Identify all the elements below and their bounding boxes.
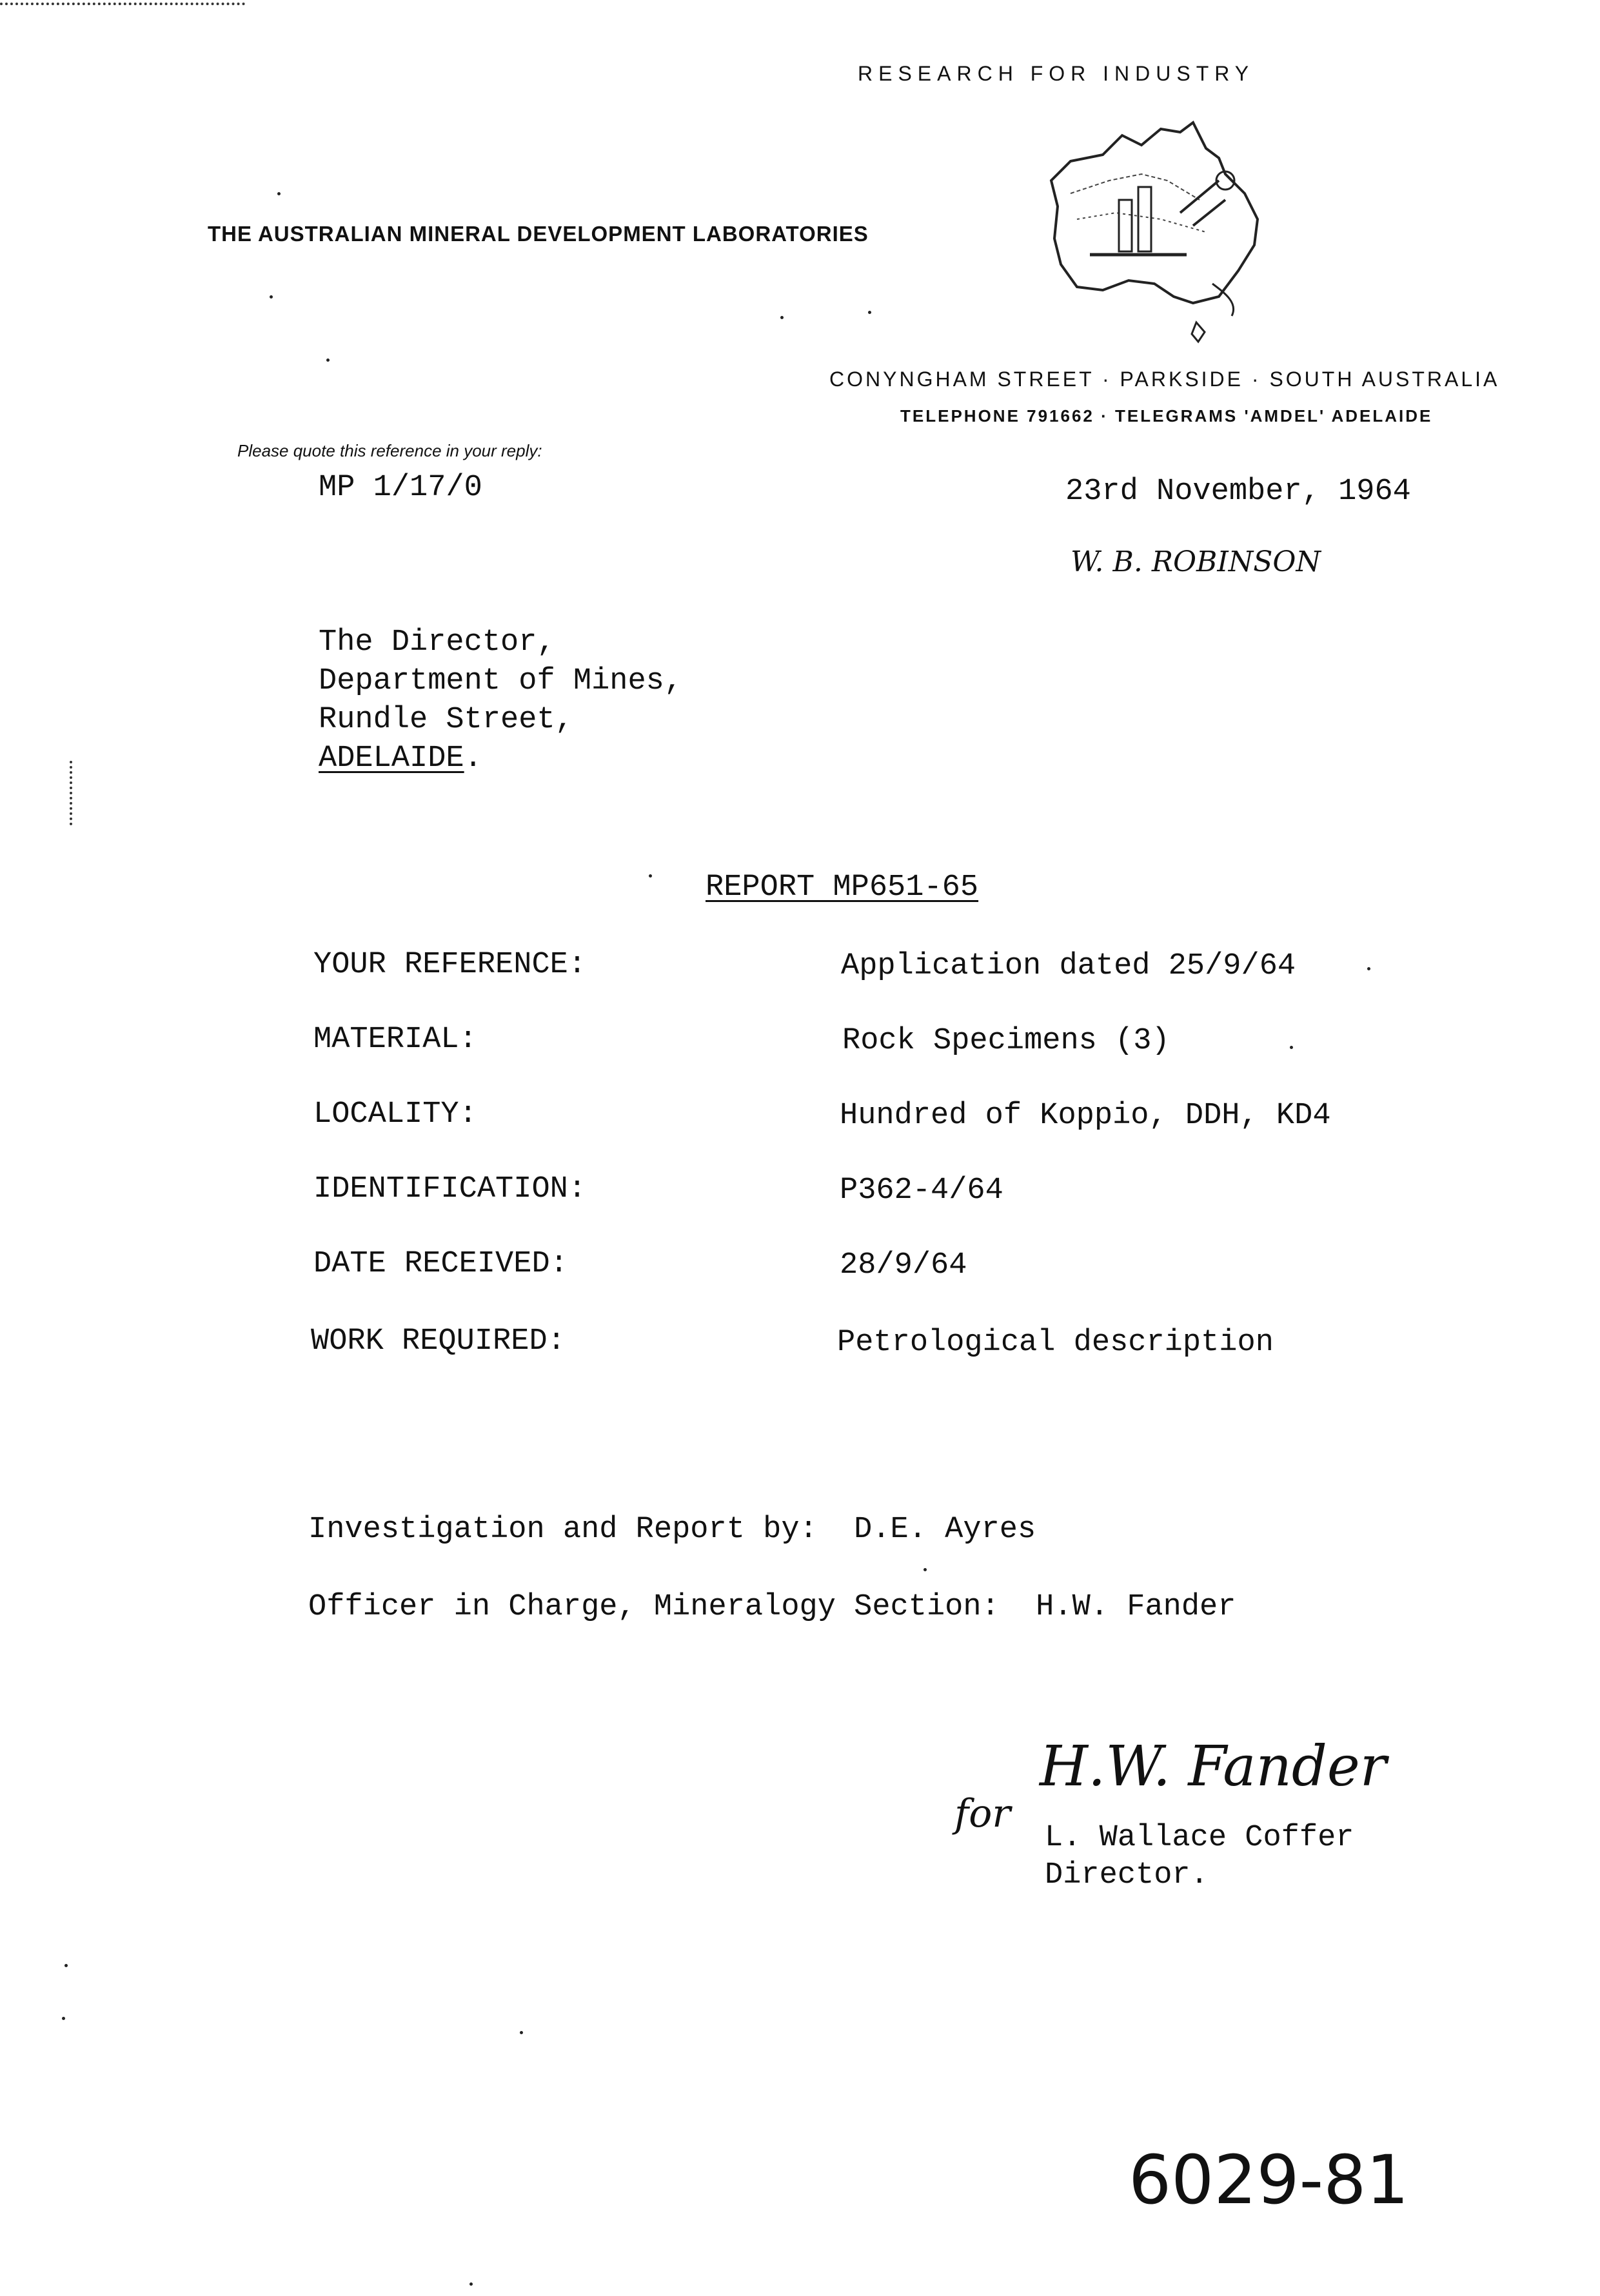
recipient-line-1: The Director, [319, 625, 555, 660]
scan-speck [1290, 1046, 1293, 1049]
field-value: Hundred of Koppio, DDH, KD4 [840, 1099, 1331, 1133]
scan-speck [1367, 967, 1370, 970]
letterhead-tagline: RESEARCH FOR INDUSTRY [858, 62, 1255, 85]
recipient-city-suffix: . [464, 741, 482, 776]
recipient-line-3: Rundle Street, [319, 703, 573, 737]
scan-speck [649, 874, 652, 878]
reference-prompt: Please quote this reference in your reply: [237, 441, 542, 460]
field-label: MATERIAL: [313, 1023, 477, 1057]
field-value: 28/9/64 [840, 1248, 967, 1282]
investigation-line: Investigation and Report by: D.E. Ayres [308, 1513, 1036, 1547]
scan-speck [270, 295, 273, 299]
field-value: Petrological description [837, 1326, 1274, 1360]
recipient-line-2: Department of Mines, [319, 664, 683, 698]
scan-speck [868, 311, 871, 314]
scan-edge-mark [70, 761, 76, 825]
report-title: REPORT MP651-65 [706, 870, 979, 905]
reference-number: MP 1/17/0 [319, 471, 482, 505]
australia-map-logo [1032, 110, 1277, 355]
field-label: DATE RECEIVED: [313, 1247, 568, 1281]
scan-speck [326, 358, 330, 362]
scan-speck [469, 2282, 473, 2286]
handwritten-signature: H.W. Fander [1040, 1734, 1387, 1799]
file-number-handwritten: 6029-81 [1129, 2141, 1409, 2219]
letterhead-address: CONYNGHAM STREET · PARKSIDE · SOUTH AUSTRALIA [829, 368, 1500, 391]
signatory-title: Director. [1045, 1858, 1209, 1892]
scan-speck [62, 2017, 65, 2020]
letter-date: 23rd November, 1964 [1065, 475, 1411, 509]
scan-edge-mark [0, 3, 245, 5]
field-label: LOCALITY: [313, 1097, 477, 1132]
field-label: IDENTIFICATION: [313, 1172, 587, 1206]
signatory-name: L. Wallace Coffer [1045, 1821, 1354, 1855]
scan-speck [64, 1964, 68, 1967]
for-mark: for [954, 1791, 1011, 1836]
scan-speck [520, 2031, 523, 2034]
field-value: Rock Specimens (3) [842, 1024, 1170, 1058]
recipient-line-4 [319, 741, 482, 776]
handwritten-name: W. B. ROBINSON [1071, 545, 1321, 578]
officer-line: Officer in Charge, Mineralogy Section: H.W. Fander [308, 1590, 1236, 1624]
field-value: P362-4/64 [840, 1173, 1003, 1208]
letterhead-contact: TELEPHONE 791662 · TELEGRAMS 'AMDEL' ADELAIDE [900, 406, 1433, 426]
scan-speck [780, 316, 784, 319]
recipient-city: ADELAIDE [319, 741, 464, 776]
field-label: WORK REQUIRED: [311, 1324, 566, 1359]
field-value: Application dated 25/9/64 [841, 949, 1296, 983]
scan-speck [277, 192, 281, 195]
scan-speck [923, 1568, 927, 1571]
field-label: YOUR REFERENCE: [313, 948, 587, 982]
organization-name: THE AUSTRALIAN MINERAL DEVELOPMENT LABORATORIES [208, 222, 869, 246]
